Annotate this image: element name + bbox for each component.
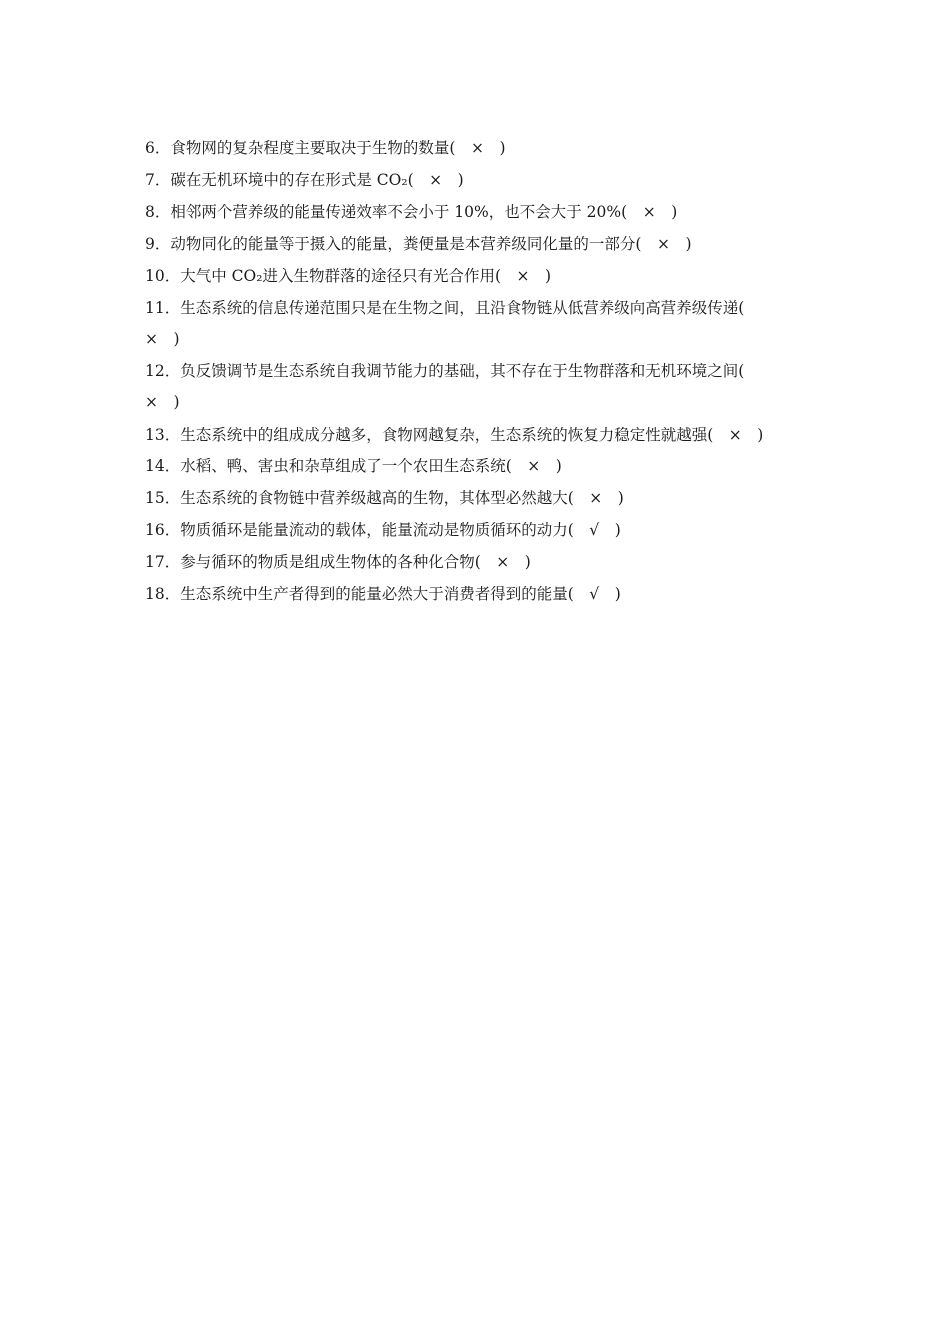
bracket-close: ) — [741, 426, 764, 444]
bracket-close: ) — [602, 489, 624, 507]
question-9 — [145, 234, 815, 254]
bracket-close: ) — [529, 267, 552, 285]
answer-mark: × — [470, 139, 484, 157]
question-number: 17． — [145, 553, 181, 571]
question-text: 负反馈调节是生态系统自我调节能力的基础，其不存在于生物群落和无机环境之间( — [180, 362, 745, 380]
question-number: 9． — [145, 235, 171, 253]
question-13 — [145, 425, 815, 445]
question-12-continuation — [145, 392, 815, 412]
answer-mark: × — [642, 203, 656, 221]
bracket-close: ) — [540, 457, 562, 475]
question-text: 参与循环的物质是组成生物体的各种化合物( — [180, 553, 497, 571]
question-12 — [145, 361, 815, 381]
bracket-close: ) — [655, 203, 678, 221]
question-text: 生态系统的信息传递范围只是在生物之间，且沿食物链从低营养级向高营养级传递( — [180, 299, 745, 317]
question-11 — [145, 298, 815, 318]
bracket-close: ) — [669, 235, 692, 253]
answer-mark: × — [496, 553, 510, 571]
question-number: 6． — [145, 139, 171, 157]
answer-mark: √ — [589, 585, 600, 603]
bracket-close: ) — [158, 330, 180, 348]
question-11-continuation — [145, 329, 815, 349]
answer-mark: × — [145, 393, 158, 411]
question-text: 大气中 CO₂进入生物群落的途径只有光合作用( — [180, 267, 517, 285]
bracket-close: ) — [599, 585, 621, 603]
question-16 — [145, 520, 815, 540]
question-number: 8． — [145, 203, 171, 221]
question-17 — [145, 552, 815, 572]
bracket-close: ) — [483, 139, 506, 157]
question-18 — [145, 584, 815, 604]
question-number: 7． — [145, 171, 171, 189]
bracket-close: ) — [158, 393, 180, 411]
question-text: 水稻、鸭、害虫和杂草组成了一个农田生态系统( — [180, 457, 528, 475]
question-number: 15． — [145, 489, 181, 507]
answer-mark: √ — [589, 521, 600, 539]
answer-mark: × — [429, 171, 443, 189]
answer-mark: × — [656, 235, 670, 253]
question-number: 18． — [145, 585, 181, 603]
question-7 — [145, 170, 815, 190]
question-text: 生态系统的食物链中营养级越高的生物，其体型必然越大( — [180, 489, 590, 507]
bracket-close: ) — [599, 521, 621, 539]
question-number: 13． — [145, 426, 181, 444]
question-8 — [145, 202, 815, 222]
bracket-close: ) — [509, 553, 531, 571]
question-number: 14． — [145, 457, 181, 475]
question-number: 16． — [145, 521, 181, 539]
question-text: 生态系统中的组成成分越多，食物网越复杂，生态系统的恢复力稳定性就越强( — [180, 426, 729, 444]
question-text: 相邻两个营养级的能量传递效率不会小于 10%，也不会大于 20%( — [170, 203, 643, 221]
answer-mark: × — [589, 489, 603, 507]
bracket-close: ) — [442, 171, 464, 189]
question-text: 动物同化的能量等于摄入的能量，粪便量是本营养级同化量的一部分( — [170, 235, 657, 253]
answer-mark: × — [728, 426, 742, 444]
question-14 — [145, 456, 815, 476]
question-number: 12． — [145, 362, 181, 380]
answer-mark: × — [145, 330, 158, 348]
question-text: 食物网的复杂程度主要取决于生物的数量( — [170, 139, 471, 157]
answer-mark: × — [516, 267, 530, 285]
question-text: 物质循环是能量流动的载体，能量流动是物质循环的动力( — [180, 521, 590, 539]
question-15 — [145, 488, 815, 508]
question-10 — [145, 266, 815, 286]
question-text: 生态系统中生产者得到的能量必然大于消费者得到的能量( — [180, 585, 590, 603]
question-number: 11． — [145, 299, 181, 317]
question-text: 碳在无机环境中的存在形式是 CO₂( — [170, 171, 430, 189]
answer-mark: × — [527, 457, 541, 475]
question-number: 10． — [145, 267, 181, 285]
question-6 — [145, 138, 815, 158]
